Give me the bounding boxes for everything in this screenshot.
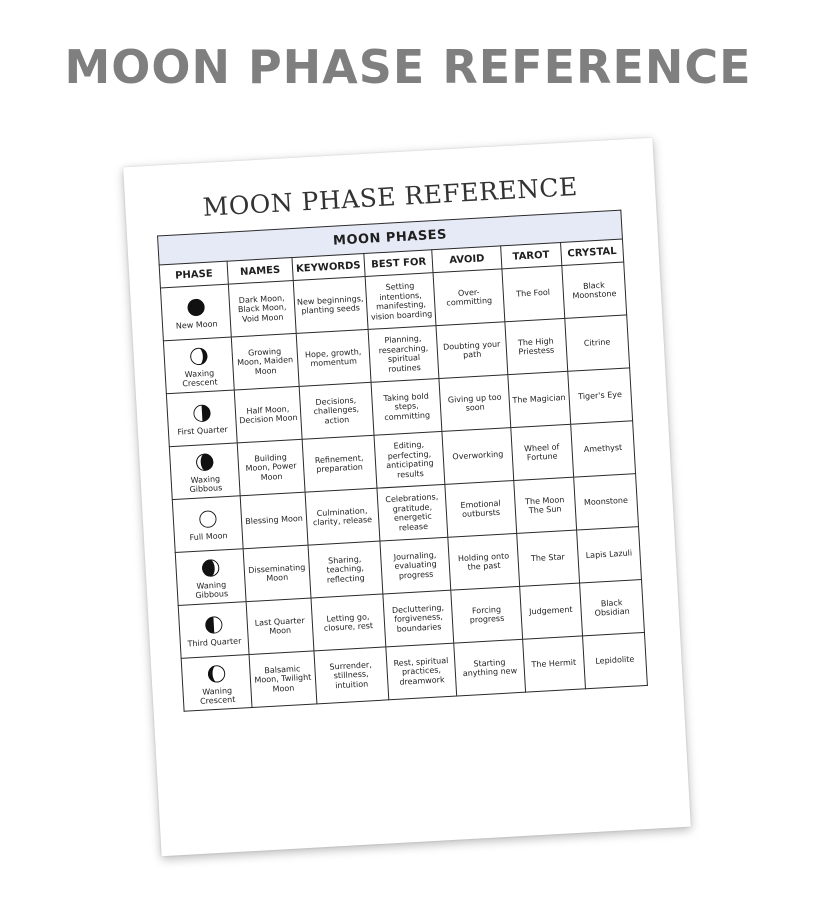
page-banner-title: MOON PHASE REFERENCE bbox=[64, 40, 752, 94]
column-header-crystal: CRYSTAL bbox=[560, 239, 623, 265]
phase-cell bbox=[178, 602, 249, 659]
avoid-cell: Starting anything new bbox=[454, 639, 525, 696]
sheet-title: MOON PHASE REFERENCE bbox=[202, 172, 579, 222]
column-header-tarot: TAROT bbox=[500, 243, 561, 269]
keywords-cell: Letting go, closure, rest bbox=[311, 594, 386, 651]
crystal-cell: Lepidolite bbox=[582, 632, 647, 688]
column-header-avoid: AVOID bbox=[432, 246, 502, 273]
phase-cell bbox=[169, 443, 240, 500]
tarot-cell: The Fool bbox=[502, 266, 565, 322]
full-moon-icon bbox=[198, 510, 217, 529]
keywords-cell: Hope, growth, momentum bbox=[296, 329, 371, 386]
phase-name: Full Moon bbox=[189, 531, 228, 543]
avoid-cell: Overworking bbox=[442, 428, 513, 485]
best-for-cell: Journaling, evaluating progress bbox=[380, 537, 451, 594]
phase-cell bbox=[160, 284, 231, 341]
keywords-cell: Decisions, challenges, action bbox=[299, 382, 374, 439]
names-cell: Building Moon, Power Moon bbox=[238, 439, 305, 496]
phase-name: First Quarter bbox=[177, 425, 229, 437]
best-for-cell: Decluttering, forgiveness, boundaries bbox=[383, 590, 454, 647]
names-cell: Dark Moon, Black Moon, Void Moon bbox=[229, 281, 296, 338]
phase-name: Waxing Crescent bbox=[182, 368, 218, 389]
best-for-cell: Editing, perfecting, anticipating results bbox=[374, 431, 445, 488]
phase-cell bbox=[163, 337, 234, 394]
waxing-crescent-icon bbox=[189, 346, 208, 365]
crystal-cell: Black Moonstone bbox=[562, 262, 627, 318]
crystal-cell: Lapis Lazuli bbox=[576, 527, 641, 583]
crystal-cell: Moonstone bbox=[573, 474, 638, 530]
best-for-cell: Rest, spiritual practices, dreamwork bbox=[386, 643, 457, 700]
avoid-cell: Giving up too soon bbox=[439, 375, 510, 432]
table-title: MOON PHASES bbox=[158, 210, 623, 265]
tarot-cell: The Star bbox=[516, 530, 579, 586]
phase-cell bbox=[172, 496, 243, 553]
waxing-gibbous-icon bbox=[195, 452, 214, 471]
tarot-cell: The Hermit bbox=[522, 636, 585, 692]
printable-sheet bbox=[123, 138, 691, 857]
best-for-cell: Planning, researching, spiritual routines bbox=[368, 326, 439, 383]
best-for-cell: Taking bold steps, committing bbox=[371, 379, 442, 436]
crystal-cell: Citrine bbox=[565, 315, 630, 371]
best-for-cell: Celebrations, gratitude, energetic release bbox=[377, 484, 448, 541]
avoid-cell: Emotional outbursts bbox=[445, 481, 516, 538]
names-cell: Last Quarter Moon bbox=[246, 598, 313, 655]
best-for-cell: Setting intentions, manifesting, vision boarding bbox=[365, 273, 436, 330]
avoid-cell: Over-committing bbox=[433, 269, 504, 326]
keywords-cell: Culmination, clarity, release bbox=[305, 488, 380, 545]
new-moon-icon bbox=[186, 298, 205, 317]
keywords-cell: Surrender, stillness, intuition bbox=[313, 647, 388, 704]
first-quarter-icon bbox=[192, 404, 211, 423]
column-header-keywords: KEYWORDS bbox=[292, 254, 366, 281]
phase-name: Waxing Gibbous bbox=[189, 473, 223, 495]
crystal-cell: Amethyst bbox=[570, 421, 635, 477]
avoid-cell: Doubting your path bbox=[436, 322, 507, 379]
crystal-cell: Black Obsidian bbox=[579, 580, 644, 636]
column-header-phase: PHASE bbox=[159, 261, 229, 288]
column-header-names: NAMES bbox=[227, 258, 292, 285]
names-cell: Disseminating Moon bbox=[243, 545, 310, 602]
names-cell: Half Moon, Decision Moon bbox=[235, 386, 302, 443]
waning-crescent-icon bbox=[207, 664, 226, 683]
tarot-cell: Judgement bbox=[519, 583, 582, 639]
avoid-cell: Forcing progress bbox=[451, 586, 522, 643]
names-cell: Balsamic Moon, Twilight Moon bbox=[249, 651, 316, 708]
third-quarter-icon bbox=[204, 616, 223, 635]
crystal-cell: Tiger's Eye bbox=[568, 368, 633, 424]
keywords-cell: New beginnings, planting seeds bbox=[293, 276, 368, 333]
phase-cell bbox=[166, 390, 237, 447]
moon-phase-table bbox=[157, 210, 648, 712]
keywords-cell: Refinement, preparation bbox=[302, 435, 377, 492]
phase-name: New Moon bbox=[175, 319, 218, 331]
tarot-cell: The Moon The Sun bbox=[513, 477, 576, 533]
keywords-cell: Sharing, teaching, reflecting bbox=[308, 541, 383, 598]
phase-cell bbox=[175, 549, 246, 606]
phase-name: Waning Gibbous bbox=[195, 579, 229, 600]
phase-name: Third Quarter bbox=[187, 636, 242, 649]
tarot-cell: Wheel of Fortune bbox=[511, 424, 574, 480]
column-header-best-for: BEST FOR bbox=[364, 250, 434, 277]
names-cell: Growing Moon, Maiden Moon bbox=[232, 333, 299, 390]
phase-cell bbox=[181, 655, 252, 712]
tarot-cell: The Magician bbox=[508, 371, 571, 427]
phase-name: Waning Crescent bbox=[199, 685, 236, 706]
avoid-cell: Holding onto the past bbox=[448, 533, 519, 590]
names-cell: Blessing Moon bbox=[241, 492, 308, 549]
waning-gibbous-icon bbox=[201, 558, 220, 577]
tarot-cell: The High Priestess bbox=[505, 318, 568, 374]
